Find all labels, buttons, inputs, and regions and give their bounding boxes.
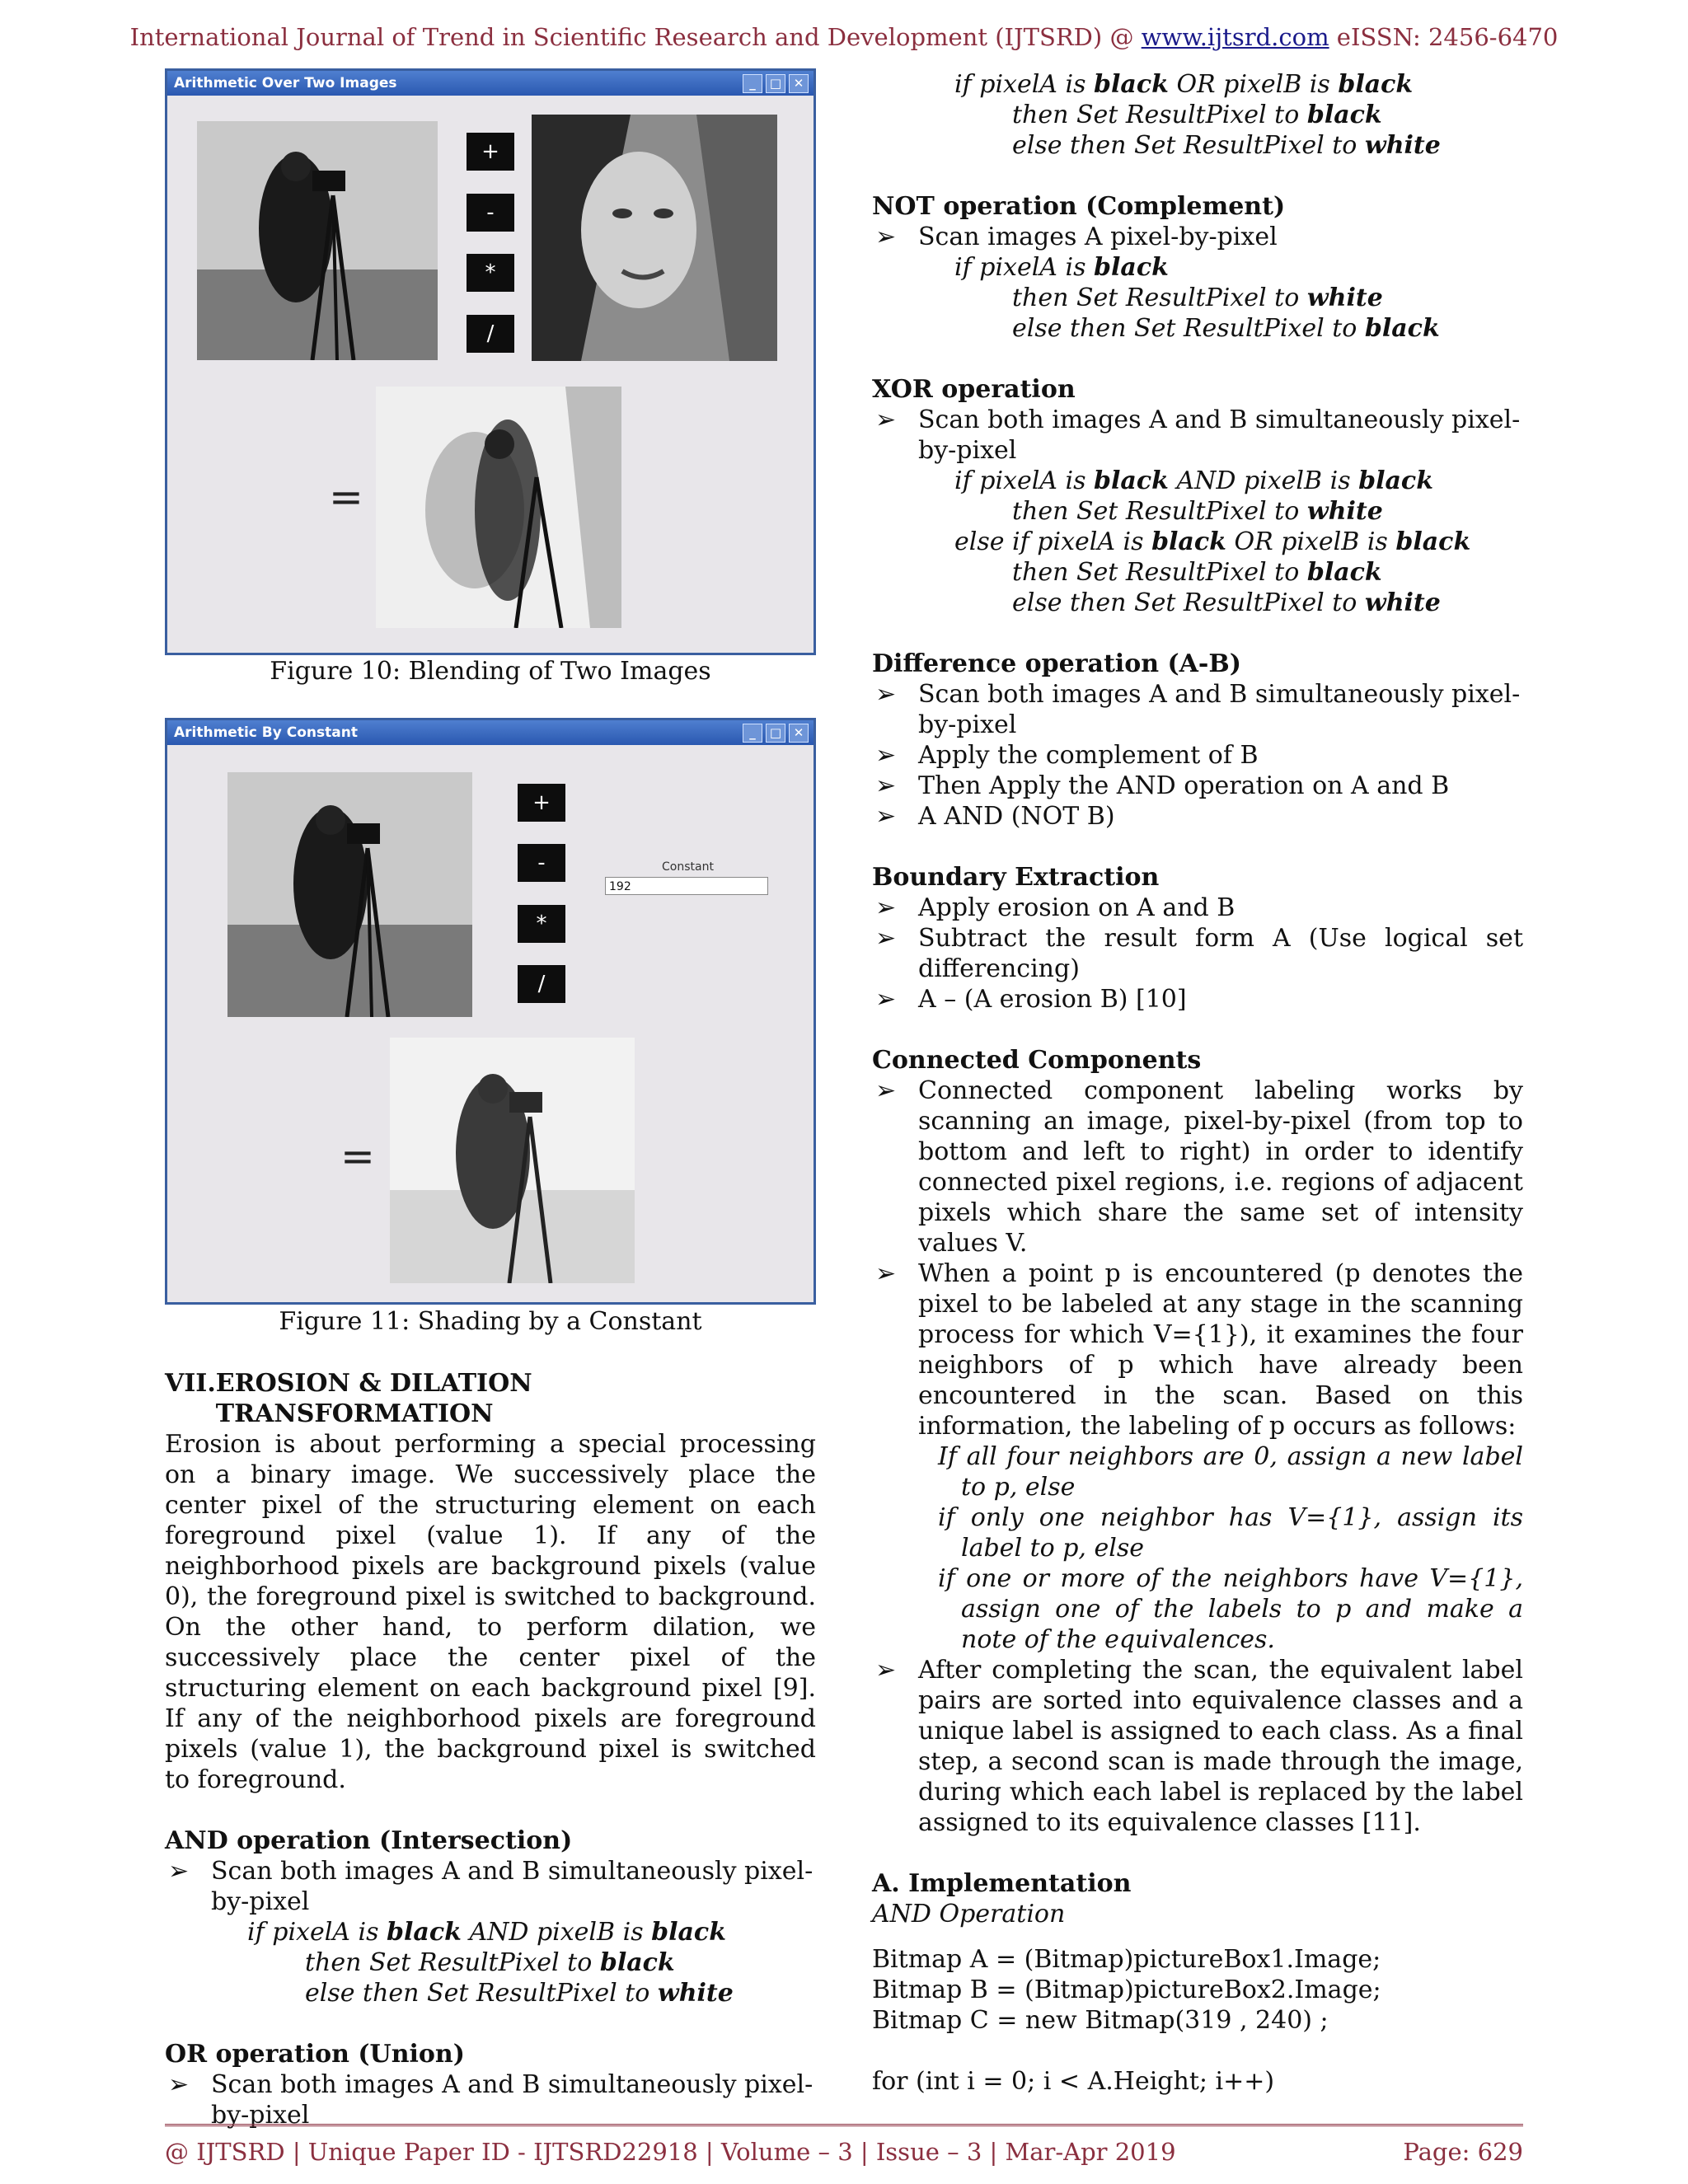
pseudo-line: if pixelA is black AND pixelB is black	[247, 1918, 726, 1947]
difference-operation-heading: Difference operation (A-B)	[872, 649, 1241, 678]
arrow-bullet-icon: ➢	[168, 2070, 190, 2099]
code-line	[872, 2036, 1523, 2066]
implementation-subtitle: AND Operation	[872, 1900, 1066, 1929]
pseudo-line: if pixelA is black	[954, 253, 1169, 282]
minimize-button[interactable]: _	[743, 724, 762, 743]
pseudo-line: then Set ResultPixel to white	[1012, 284, 1383, 312]
labeling-rule: if only one neighbor has V={1}, assign its label to p, else	[938, 1503, 1523, 1563]
header-link[interactable]: www.ijtsrd.com	[1141, 23, 1329, 51]
subtract-button[interactable]: -	[518, 844, 565, 882]
pseudo-line: if pixelA is black AND pixelB is black	[954, 466, 1433, 495]
section-number: VII.	[165, 1369, 216, 1398]
equals-sign: =	[340, 1132, 375, 1180]
xor-operation-heading: XOR operation	[872, 375, 1076, 404]
list-item: ➢ Scan images A pixel-by-pixel	[875, 223, 1278, 251]
figure10-titlebar	[167, 71, 814, 96]
arrow-bullet-icon: ➢	[875, 924, 897, 953]
list-item: ➢ When a point p is encountered (p denotes the pixel to be labeled at any stage in the scanning process for which V={1}), it examines the four neighbors of p which have already been encountered in the scan. Based on this information, the labeling of p occurs as follows:	[875, 1259, 1523, 1441]
subtract-button[interactable]: -	[467, 194, 514, 232]
arrow-bullet-icon: ➢	[875, 741, 897, 770]
divide-button[interactable]: /	[518, 965, 565, 1003]
code-line: Bitmap A = (Bitmap)pictureBox1.Image;	[872, 1945, 1381, 1974]
figure11-caption: Figure 11: Shading by a Constant	[279, 1307, 702, 1336]
arrow-bullet-icon: ➢	[875, 1259, 897, 1288]
pseudo-line: then Set ResultPixel to black	[305, 1948, 675, 1977]
pseudo-line: else then Set ResultPixel to black	[1012, 314, 1440, 343]
running-header	[0, 23, 1688, 51]
implementation-heading: A. Implementation	[872, 1869, 1132, 1898]
code-line: Bitmap C = new Bitmap(319 , 240) ;	[872, 2006, 1329, 2035]
figure10-window-title: Arithmetic Over Two Images	[174, 75, 397, 91]
footer-info: @ IJTSRD | Unique Paper ID - IJTSRD22918 | Volume – 3 | Issue – 3 | Mar-Apr 2019	[165, 2138, 1176, 2166]
close-button[interactable]: ✕	[789, 74, 809, 93]
pseudo-line: else then Set ResultPixel to white	[1012, 131, 1441, 160]
add-button[interactable]: +	[467, 133, 514, 171]
labeling-rule: If all four neighbors are 0, assign a new label to p, else	[938, 1442, 1523, 1502]
cameraman-image	[227, 772, 472, 1017]
list-item: ➢ Subtract the result form A (Use logical set differencing)	[875, 924, 1523, 983]
figure11-titlebar	[167, 720, 814, 745]
maximize-button[interactable]: □	[766, 724, 785, 743]
add-button[interactable]: +	[518, 784, 565, 822]
list-item: ➢ Apply erosion on A and B	[875, 893, 1236, 922]
arrow-bullet-icon: ➢	[875, 893, 897, 922]
list-item: ➢ Scan both images A and B simultaneously pixel-by-pixel	[875, 405, 1521, 465]
pseudo-line: then Set ResultPixel to white	[1012, 497, 1383, 526]
pseudo-line: else then Set ResultPixel to white	[1012, 588, 1441, 617]
list-item: ➢ Scan both images A and B simultaneously pixel-by-pixel	[168, 1857, 814, 1916]
code-line: for (int i = 0; i < A.Height; i++)	[872, 2067, 1275, 2096]
list-item: ➢ A AND (NOT B)	[875, 802, 1115, 831]
list-item: ➢ A – (A erosion B) [10]	[875, 985, 1187, 1014]
arrow-bullet-icon: ➢	[875, 405, 897, 434]
pseudo-line: else then Set ResultPixel to white	[305, 1979, 734, 2008]
pseudo-line: then Set ResultPixel to black	[1012, 558, 1382, 587]
page-number: Page: 629	[1403, 2138, 1523, 2166]
labeling-rule: if one or more of the neighbors have V={1}, assign one of the labels to p and make a note of the equivalences.	[938, 1564, 1523, 1654]
arrow-bullet-icon: ➢	[168, 1857, 190, 1886]
page-footer	[165, 2124, 1523, 2166]
constant-label: Constant	[662, 860, 714, 874]
pseudo-line: else if pixelA is black OR pixelB is black	[954, 527, 1471, 556]
close-button[interactable]: ✕	[789, 724, 809, 743]
list-item: ➢ Connected component labeling works by scanning an image, pixel-by-pixel (from top to bottom and left to right) in order to identify connected pixel regions, i.e. regions of adjacent pixels which share the same set of intensity values V.	[875, 1076, 1523, 1258]
list-item: ➢ Scan both images A and B simultaneously pixel-by-pixel	[168, 2070, 814, 2130]
lena-image	[532, 115, 777, 361]
code-line: Bitmap B = (Bitmap)pictureBox2.Image;	[872, 1975, 1381, 2004]
list-item: ➢ After completing the scan, the equivalent label pairs are sorted into equivalence classes and a unique label is assigned to each class. As a final step, a second scan is made through the image, during which each label is replaced by the label assigned to its equivalence classes [11].	[875, 1656, 1523, 1837]
pseudo-line: if pixelA is black OR pixelB is black	[954, 70, 1414, 99]
arrow-bullet-icon: ➢	[875, 771, 897, 800]
header-issn: eISSN: 2456-6470	[1329, 23, 1559, 51]
or-operation-heading: OR operation (Union)	[165, 2040, 465, 2069]
figure10-caption: Figure 10: Blending of Two Images	[270, 657, 711, 686]
arrow-bullet-icon: ➢	[875, 985, 897, 1014]
divide-button[interactable]: /	[467, 315, 514, 353]
arrow-bullet-icon: ➢	[875, 223, 897, 251]
minimize-button[interactable]: _	[743, 74, 762, 93]
multiply-button[interactable]: *	[467, 254, 514, 292]
section-title: EROSION & DILATION TRANSFORMATION	[215, 1369, 532, 1428]
arrow-bullet-icon: ➢	[875, 1076, 897, 1105]
boundary-extraction-heading: Boundary Extraction	[872, 863, 1160, 892]
and-operation-heading: AND operation (Intersection)	[165, 1826, 573, 1855]
list-item: ➢ Scan both images A and B simultaneously pixel-by-pixel	[875, 680, 1521, 739]
pseudo-line: then Set ResultPixel to black	[1012, 101, 1382, 129]
section-heading	[165, 1368, 816, 1429]
arrow-bullet-icon: ➢	[875, 680, 897, 709]
cameraman-image	[197, 121, 438, 360]
figure10-window	[165, 68, 816, 655]
list-item: ➢ Apply the complement of B	[875, 741, 1259, 770]
multiply-button[interactable]: *	[518, 905, 565, 943]
blended-result-image	[376, 387, 621, 628]
constant-input[interactable]: 192	[605, 877, 768, 895]
arrow-bullet-icon: ➢	[875, 1656, 897, 1685]
right-column-text	[872, 69, 1523, 2097]
section-body: Erosion is about performing a special processing on a binary image. We successively place the center pixel of the structuring element on each foreground pixel (value 1). If any of the neighborhood pixels are background pixels (value 0), the foreground pixel is switched to background. On the other hand, to perform dilation, we successively place the center pixel of the structuring element on each background pixel [9]. If any of the neighborhood pixels are foreground pixels (value 1), the background pixel is switched to foreground.	[165, 1430, 816, 1794]
not-operation-heading: NOT operation (Complement)	[872, 192, 1286, 221]
left-column-text	[165, 1368, 816, 2130]
maximize-button[interactable]: □	[766, 74, 785, 93]
list-item: ➢ Then Apply the AND operation on A and B	[875, 771, 1450, 800]
equals-sign: =	[329, 473, 363, 521]
shaded-result-image	[390, 1038, 635, 1283]
figure11-window	[165, 718, 816, 1305]
arrow-bullet-icon: ➢	[875, 802, 897, 831]
header-text: International Journal of Trend in Scientific Research and Development (IJTSRD) @	[129, 23, 1142, 51]
connected-components-heading: Connected Components	[872, 1046, 1202, 1075]
figure11-window-title: Arithmetic By Constant	[174, 724, 358, 741]
